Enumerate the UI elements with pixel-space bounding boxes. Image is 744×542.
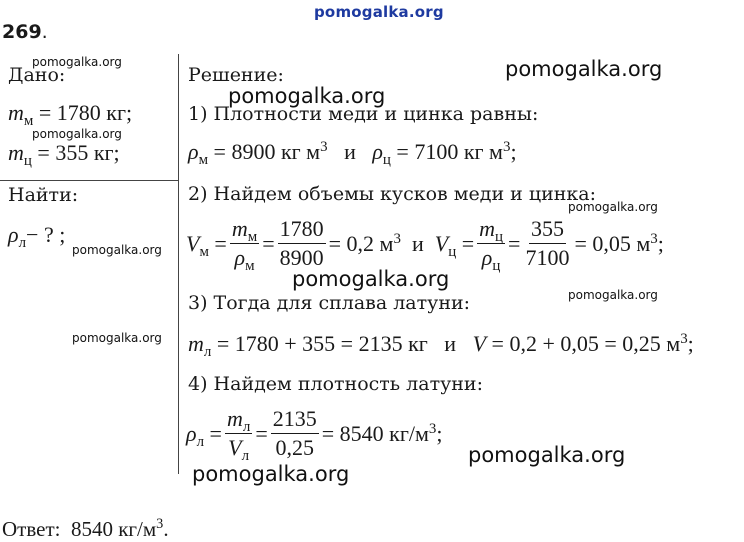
watermark-large-2[interactable]: pomogalka.org (228, 84, 386, 108)
vol-brass-var: V (472, 331, 487, 356)
answer-end: . (163, 517, 169, 541)
rho-zinc-value: = 7100 кг м (390, 139, 503, 164)
answer (2, 517, 169, 542)
step-3-end: ; (687, 331, 694, 356)
vol-zinc-var: V (434, 230, 449, 256)
rho-brass-den-var: V (228, 435, 242, 461)
step-1-and: и (344, 139, 356, 164)
answer-label: Ответ: (2, 517, 61, 541)
vol-zinc-den-var: ρ (481, 245, 493, 271)
step-1-end: ; (510, 139, 517, 164)
rho-brass-den-val: 0,25 (275, 435, 314, 461)
given-mass-zinc-var: m (8, 140, 24, 165)
given-divider-horizontal (0, 180, 178, 181)
problem-number-value: 269 (2, 21, 42, 43)
top-watermark[interactable]: pomogalka.org (314, 3, 444, 21)
given-label: Дано: (8, 64, 66, 86)
vol-brass-value: = 0,2 + 0,05 = 0,25 м (486, 331, 681, 356)
find-density (8, 222, 66, 252)
vol-copper-frac-numeric (278, 217, 326, 270)
step-3-text: 3) Тогда для сплава латуни: (188, 292, 471, 314)
step-2-text: 2) Найдем объемы кусков меди и цинка: (188, 183, 597, 205)
vol-copper-result: = 0,2 м (328, 230, 394, 256)
solution-label: Решение: (188, 64, 284, 86)
watermark-large-5[interactable]: pomogalka.org (192, 462, 350, 486)
watermark-small-3[interactable]: pomogalka.org (568, 200, 658, 214)
given-mass-copper-value: = 1780 кг; (33, 100, 133, 125)
vol-copper-num-val: 1780 (278, 217, 326, 244)
answer-value: 8540 кг/м (70, 517, 157, 541)
rho-copper-var: ρ (188, 139, 199, 164)
vol-zinc-sub: ц (448, 243, 457, 260)
find-label: Найти: (8, 184, 79, 206)
problem-number (2, 21, 48, 43)
step-3-and: и (444, 331, 457, 356)
rho-brass-pow: 3 (428, 420, 437, 437)
vol-copper-den-sub: м (245, 258, 255, 275)
find-density-var: ρ (8, 222, 19, 247)
given-mass-zinc-value: = 355 кг; (31, 140, 120, 165)
rho-copper-value: = 8900 кг м (208, 139, 321, 164)
watermark-large-1[interactable]: pomogalka.org (505, 57, 663, 81)
mass-brass-var: m (188, 331, 204, 356)
watermark-small-5[interactable]: pomogalka.org (568, 288, 658, 302)
rho-zinc-sub: ц (382, 152, 391, 169)
vol-brass-pow: 3 (680, 330, 688, 347)
vol-copper-num-sub: м (247, 229, 258, 246)
step-4-formula: $\rho_л$ = $\frac{m_л}{V_л}$ = $\frac{2135}{0,25}$ = 8540 $кг/м^3$; (186, 406, 443, 465)
watermark-large-4[interactable]: pomogalka.org (468, 443, 626, 467)
find-density-sub: л (18, 235, 27, 252)
given-mass-copper (8, 100, 133, 130)
vol-copper-var: V (186, 230, 200, 256)
rho-brass-var: ρ (186, 420, 197, 446)
rho-brass-num-var: m (226, 406, 243, 431)
given-mass-copper-var: m (8, 100, 24, 125)
rho-brass-frac-numeric (271, 407, 319, 460)
mass-brass-sub: л (203, 344, 212, 361)
vol-zinc-frac-numeric (523, 217, 571, 270)
step-1-text: 1) Плотности меди и цинка равны: (188, 103, 539, 125)
vol-zinc-den-val: 7100 (525, 245, 570, 271)
vol-zinc-num-var: m (479, 216, 496, 241)
rho-zinc-pow: 3 (502, 138, 511, 155)
rho-brass-num-sub: л (242, 419, 251, 436)
answer-pow: 3 (156, 516, 164, 533)
vol-zinc-num-val: 355 (529, 217, 566, 244)
watermark-small-1[interactable]: pomogalka.org (32, 55, 122, 69)
rho-copper-sub: м (198, 152, 209, 169)
given-mass-zinc (8, 140, 120, 170)
vol-zinc-frac-symbolic (477, 216, 505, 275)
watermark-small-2[interactable]: pomogalka.org (32, 127, 122, 141)
step-2-formula: $V_м$ = $\frac{m_м}{\rho_м}$ = $\frac{1780}{8900}$ = 0,2 $м^3$ и $V_ц$ = $\frac{m_ц}{\rho_ц}$ = $\frac{355}{7100}$ = 0,05 $м^3$; (186, 216, 664, 275)
rho-copper-pow: 3 (320, 138, 328, 155)
rho-brass-frac-symbolic (225, 406, 252, 465)
step-4-text: 4) Найдем плотность латуни: (188, 373, 484, 395)
vol-zinc-num-sub: ц (495, 229, 504, 246)
given-mass-copper-sub: м (23, 113, 34, 130)
vol-copper-frac-symbolic (230, 216, 259, 275)
rho-zinc-var: ρ (372, 139, 383, 164)
given-mass-zinc-sub: ц (23, 153, 32, 170)
vol-zinc-den-sub: ц (492, 258, 501, 275)
step-2-end: ; (657, 230, 664, 256)
rho-brass-num-val: 2135 (271, 407, 319, 434)
watermark-large-3[interactable]: pomogalka.org (292, 267, 450, 291)
step-3-formula (188, 330, 694, 361)
vol-copper-sub: м (199, 243, 209, 260)
rho-brass-sub: л (196, 433, 205, 450)
rho-brass-den-sub: л (241, 448, 250, 465)
step-2-and: и (411, 230, 424, 256)
vol-copper-pow: 3 (393, 230, 401, 247)
given-divider-vertical (178, 54, 179, 474)
vol-copper-num-var: m (231, 216, 248, 241)
step-1-formula (188, 138, 517, 169)
watermark-small-6[interactable]: pomogalka.org (72, 331, 162, 345)
vol-copper-den-var: ρ (234, 245, 246, 271)
step-4-end: ; (436, 420, 443, 446)
mass-brass-value: = 1780 + 355 = 2135 кг (211, 331, 428, 356)
rho-brass-result: = 8540 кг/м (321, 420, 429, 446)
find-density-rest: − ? ; (26, 222, 66, 247)
watermark-small-4[interactable]: pomogalka.org (72, 243, 162, 257)
problem-number-dot: . (41, 21, 48, 43)
vol-copper-den-val: 8900 (279, 245, 324, 271)
vol-zinc-result: = 0,05 м (574, 230, 651, 256)
vol-zinc-pow: 3 (650, 230, 658, 247)
